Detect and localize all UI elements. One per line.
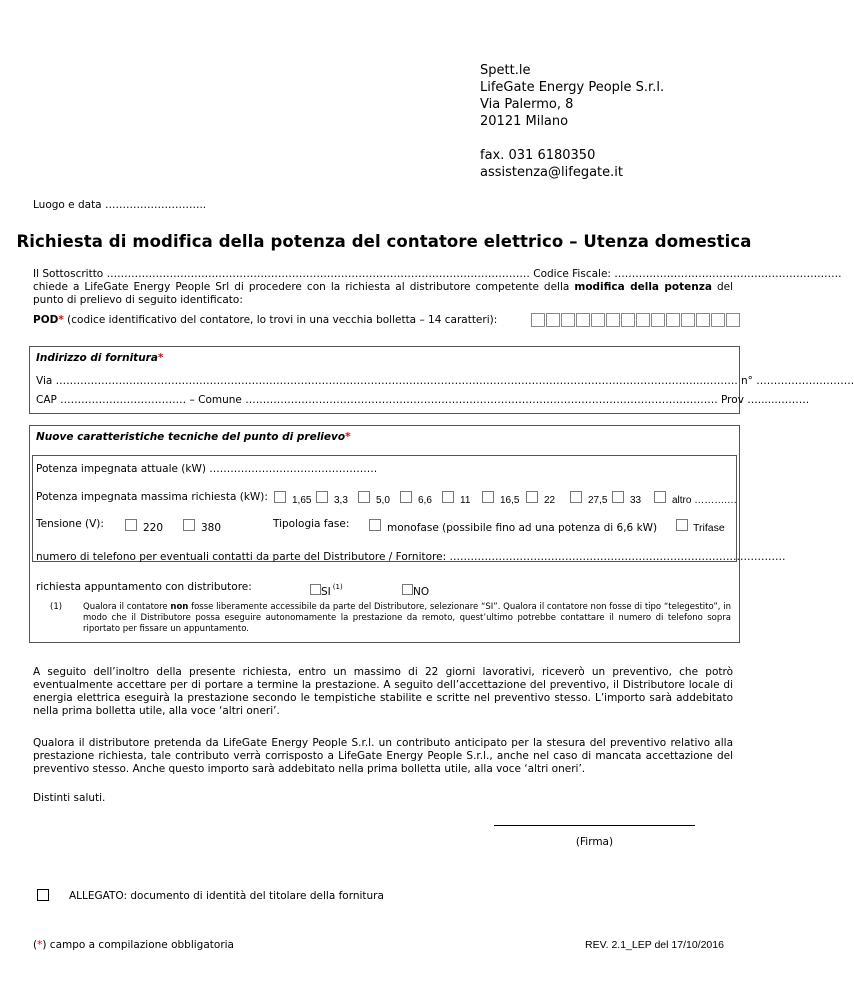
phase-label: Tipologia fase:	[273, 518, 350, 530]
body-paragraph-1: A seguito dell’inoltro della presente richiesta, entro un massimo di 22 giorni lavorativi, riceverò un preventivo, che potrò eventualmente accettare per di portare a termine la prestazione. A seguito dell’accettazione del preventivo, il Distributore locale di energia elettrica eseguirà la prestazione secondo le tempistiche stabilite e scritte nel preventivo stesso. L’importo sarà addebitato nella prima bolletta utile, alla voce ‘altri oneri’.	[33, 666, 733, 717]
checkbox[interactable]	[310, 584, 321, 595]
power-option[interactable]	[274, 488, 311, 507]
attachment-checkbox[interactable]	[37, 889, 49, 901]
checkbox[interactable]	[676, 519, 688, 531]
checkbox[interactable]	[358, 491, 370, 503]
paren: (	[33, 939, 38, 951]
checkbox[interactable]	[526, 491, 538, 503]
phase-option-label: monofase (possibile fino ad una potenza di 6,6 kW)	[387, 522, 658, 534]
pod-cell[interactable]	[561, 313, 575, 327]
voltage-220[interactable]	[125, 516, 163, 535]
mandatory-note	[33, 939, 234, 951]
checkbox[interactable]	[612, 491, 624, 503]
pod-cell[interactable]	[651, 313, 665, 327]
required-star: *	[37, 939, 43, 951]
pod-cell[interactable]	[636, 313, 650, 327]
closing: Distinti saluti.	[33, 792, 106, 804]
signature-label: (Firma)	[575, 836, 614, 848]
phase-monofase[interactable]	[369, 516, 657, 535]
pod-row	[33, 314, 497, 326]
technical-box	[29, 425, 786, 643]
required-star: *	[58, 314, 64, 326]
power-option-label: 16,5	[500, 495, 520, 506]
power-option[interactable]	[526, 488, 555, 507]
footnote-bold: non	[170, 602, 189, 612]
phase-option-label: Trifase	[693, 522, 725, 534]
intro-bold: modifica della potenza	[574, 281, 712, 293]
checkbox[interactable]	[316, 491, 328, 503]
city: 20121 Milano	[480, 114, 569, 129]
recipient-address	[480, 62, 664, 181]
attachment-label: ALLEGATO: documento di identità del titolare della fornitura	[69, 890, 384, 902]
required-star: *	[345, 431, 351, 443]
voltage-label: Tensione (V):	[36, 518, 104, 530]
power-option-label: 11	[460, 495, 471, 506]
intro-text: chiede a LifeGate Energy People Srl di procedere con la richiesta al distributore competente della	[33, 281, 575, 293]
power-option[interactable]	[442, 488, 470, 507]
signature-line[interactable]	[494, 825, 695, 826]
power-option-label: altro ……….…	[672, 495, 738, 506]
pod-input-cells[interactable]	[531, 312, 741, 331]
footnote-text	[83, 602, 731, 635]
voltage-380[interactable]	[183, 516, 221, 535]
checkbox[interactable]	[402, 584, 413, 595]
checkbox[interactable]	[369, 519, 381, 531]
power-option-label: 33	[630, 495, 642, 506]
appointment-no-label: NO	[413, 586, 430, 598]
pod-cell[interactable]	[606, 313, 620, 327]
salutation: Spett.le	[480, 63, 531, 78]
power-option-label: 6,6	[418, 495, 432, 506]
pod-cell[interactable]	[666, 313, 680, 327]
company-name: LifeGate Energy People S.r.l.	[480, 80, 665, 95]
checkbox[interactable]	[654, 491, 666, 503]
power-option-label: 22	[544, 495, 556, 506]
pod-cell[interactable]	[546, 313, 560, 327]
power-option[interactable]	[316, 488, 348, 507]
pod-cell[interactable]	[576, 313, 590, 327]
pod-label: POD	[33, 314, 59, 326]
power-subbox	[32, 455, 786, 563]
power-option-label: 3,3	[334, 495, 348, 506]
phone-field[interactable]: numero di telefono per eventuali contatti da parte del Distributore / Fornitore: ……………………………………………………………………………………	[36, 551, 786, 563]
checkbox[interactable]	[442, 491, 454, 503]
body-paragraph-2: Qualora il distributore pretenda da LifeGate Energy People S.r.l. un contributo anticipato per la stesura del preventivo relativo alla prestazione richiesta, tale contributo verrà corrisposto a LifeGate Energy People S.r.l., anche nel caso di mancata accettazione del preventivo stesso. Anche questo importo sarà addebitato nella prima bolletta utile, alla voce ‘altri oneri’.	[33, 737, 733, 775]
power-option[interactable]	[400, 488, 432, 507]
city-field[interactable]: CAP ……………………………… – Comune ……………………………………………………………………………………………………………………… Prov …......………	[36, 394, 810, 406]
footnote-text-part: fosse liberamente accessibile da parte del Distributore, selezionare “SI”. Qualora il contatore non fosse di tipo “telegestito”, in modo che il Distributore possa eseguire autonomamente la prestazione da remoto, quest’ultimo potrebbe contattare il numero di telefono sopra riportato per fissare un appuntamento.	[83, 602, 731, 634]
power-option[interactable]	[612, 488, 641, 507]
footnote-ref: (1)	[332, 582, 343, 591]
power-option[interactable]	[482, 488, 519, 507]
fax: fax. 031 6180350	[480, 148, 596, 163]
pod-cell[interactable]	[711, 313, 725, 327]
tech-heading	[36, 431, 351, 443]
checkbox[interactable]	[482, 491, 494, 503]
pod-cell[interactable]	[591, 313, 605, 327]
appointment-yes[interactable]	[310, 580, 343, 599]
power-option[interactable]	[654, 488, 737, 507]
supply-heading-text: Indirizzo di fornitura	[36, 352, 158, 364]
tech-heading-text: Nuove caratteristiche tecniche del punto di prelievo	[36, 431, 346, 443]
checkbox[interactable]	[183, 519, 195, 531]
place-date-field[interactable]: Luogo e data ………………………..	[33, 199, 207, 211]
pod-cell[interactable]	[621, 313, 635, 327]
email: assistenza@lifegate.it	[480, 165, 623, 180]
checkbox[interactable]	[570, 491, 582, 503]
pod-cell[interactable]	[531, 313, 545, 327]
power-option-label: 5,0	[376, 495, 390, 506]
pod-cell[interactable]	[681, 313, 695, 327]
street-field[interactable]: Via …………………………………………………………………………………………………………………………………………………………………..………. n° ……………………….	[36, 375, 854, 387]
pod-cell[interactable]	[696, 313, 710, 327]
max-power-label: Potenza impegnata massima richiesta (kW):	[36, 491, 268, 503]
mandatory-text: ) campo a compilazione obbligatoria	[42, 939, 234, 951]
power-option-label: 27,5	[588, 495, 608, 506]
supply-address-box	[29, 346, 854, 414]
appointment-no[interactable]	[402, 580, 429, 599]
revision: REV. 2.1_LEP del 17/10/2016	[585, 939, 724, 951]
page-title: Richiesta di modifica della potenza del contatore elettrico – Utenza domestica	[16, 232, 752, 251]
appointment-yes-label: SI	[321, 586, 331, 598]
intro-text-end: del punto di prelievo di seguito identificato:	[33, 281, 734, 306]
power-option[interactable]	[358, 488, 390, 507]
supply-heading	[36, 352, 163, 364]
power-option[interactable]	[570, 488, 607, 507]
street: Via Palermo, 8	[480, 97, 574, 112]
checkbox[interactable]	[400, 491, 412, 503]
phase-trifase[interactable]	[676, 516, 725, 535]
intro-line-1[interactable]: Il Sottoscritto ………………………….……………………………………………………………………………… Codice Fiscale: ……………………….……………………………….	[33, 268, 842, 280]
checkbox[interactable]	[274, 491, 286, 503]
power-option-label: 1,65	[292, 495, 312, 506]
voltage-option-label: 380	[201, 522, 222, 534]
appointment-label: richiesta appuntamento con distributore:	[36, 581, 252, 593]
footnote-number: (1)	[50, 602, 63, 612]
current-power-field[interactable]: Potenza impegnata attuale (kW) …………………………………………	[36, 463, 378, 475]
footnote-text-part: Qualora il contatore	[83, 602, 171, 612]
intro-line-2	[33, 281, 733, 307]
checkbox[interactable]	[125, 519, 137, 531]
pod-description: (codice identificativo del contatore, lo trovi in una vecchia bolletta – 14 caratteri):	[63, 314, 498, 326]
pod-cell[interactable]	[726, 313, 740, 327]
intro-paragraph	[33, 268, 842, 307]
required-star: *	[157, 352, 164, 364]
voltage-option-label: 220	[143, 522, 164, 534]
